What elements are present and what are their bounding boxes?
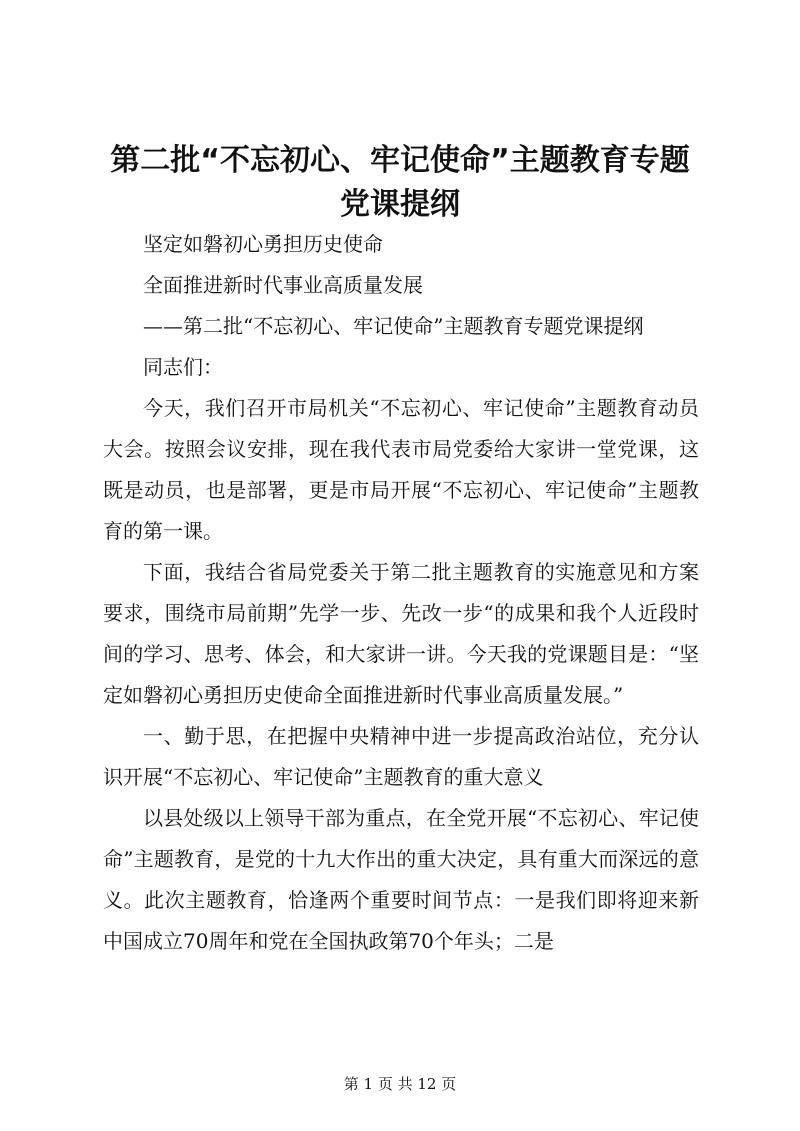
document-body: [103, 224, 699, 962]
body-paragraph: 今天，我们召开市局机关“不忘初心、牢记使命”主题教育动员大会。按照会议安排，现在我代表市局党委给大家讲一堂党课，这既是动员，也是部署，更是市局开展“不忘初心、牢记使命”主题教育的第一课。: [103, 396, 699, 543]
subtitle-line-1: 坚定如磐初心勇担历史使命: [143, 232, 383, 256]
subtitle-line-2: 全面推进新时代事业高质量发展: [143, 273, 423, 297]
page-footer: 第 1 页 共 12 页: [343, 1075, 457, 1093]
document-title-line-1: 第二批“不忘初心、牢记使命”主题教育专题: [110, 143, 690, 178]
section-heading: 一、勤于思，在把握中央精神中进一步提高政治站位，充分认识开展“不忘初心、牢记使命”主题教育的重大意义: [103, 724, 699, 789]
body-paragraph: 下面，我结合省局党委关于第二批主题教育的实施意见和方案要求，围绕市局前期”先学一步、先改一步“的成果和我个人近段时间的学习、思考、体会，和大家讲一讲。今天我的党课题目是：“坚定如磐初心勇担历史使命全面推进新时代事业高质量发展。”: [103, 560, 699, 707]
document-title-line-2: 党课提纲: [340, 187, 460, 222]
body-paragraph: 以县处级以上领导干部为重点，在全党开展“不忘初心、牢记使命”主题教育，是党的十九大作出的重大决定，具有重大而深远的意义。此次主题教育，恰逢两个重要时间节点：一是我们即将迎来新中国成立70周年和党在全国执政第70个年头；二是: [103, 806, 699, 953]
salutation: 同志们：: [143, 355, 223, 379]
subtitle-line-3: ——第二批“不忘初心、牢记使命”主题教育专题党课提纲: [143, 314, 644, 338]
